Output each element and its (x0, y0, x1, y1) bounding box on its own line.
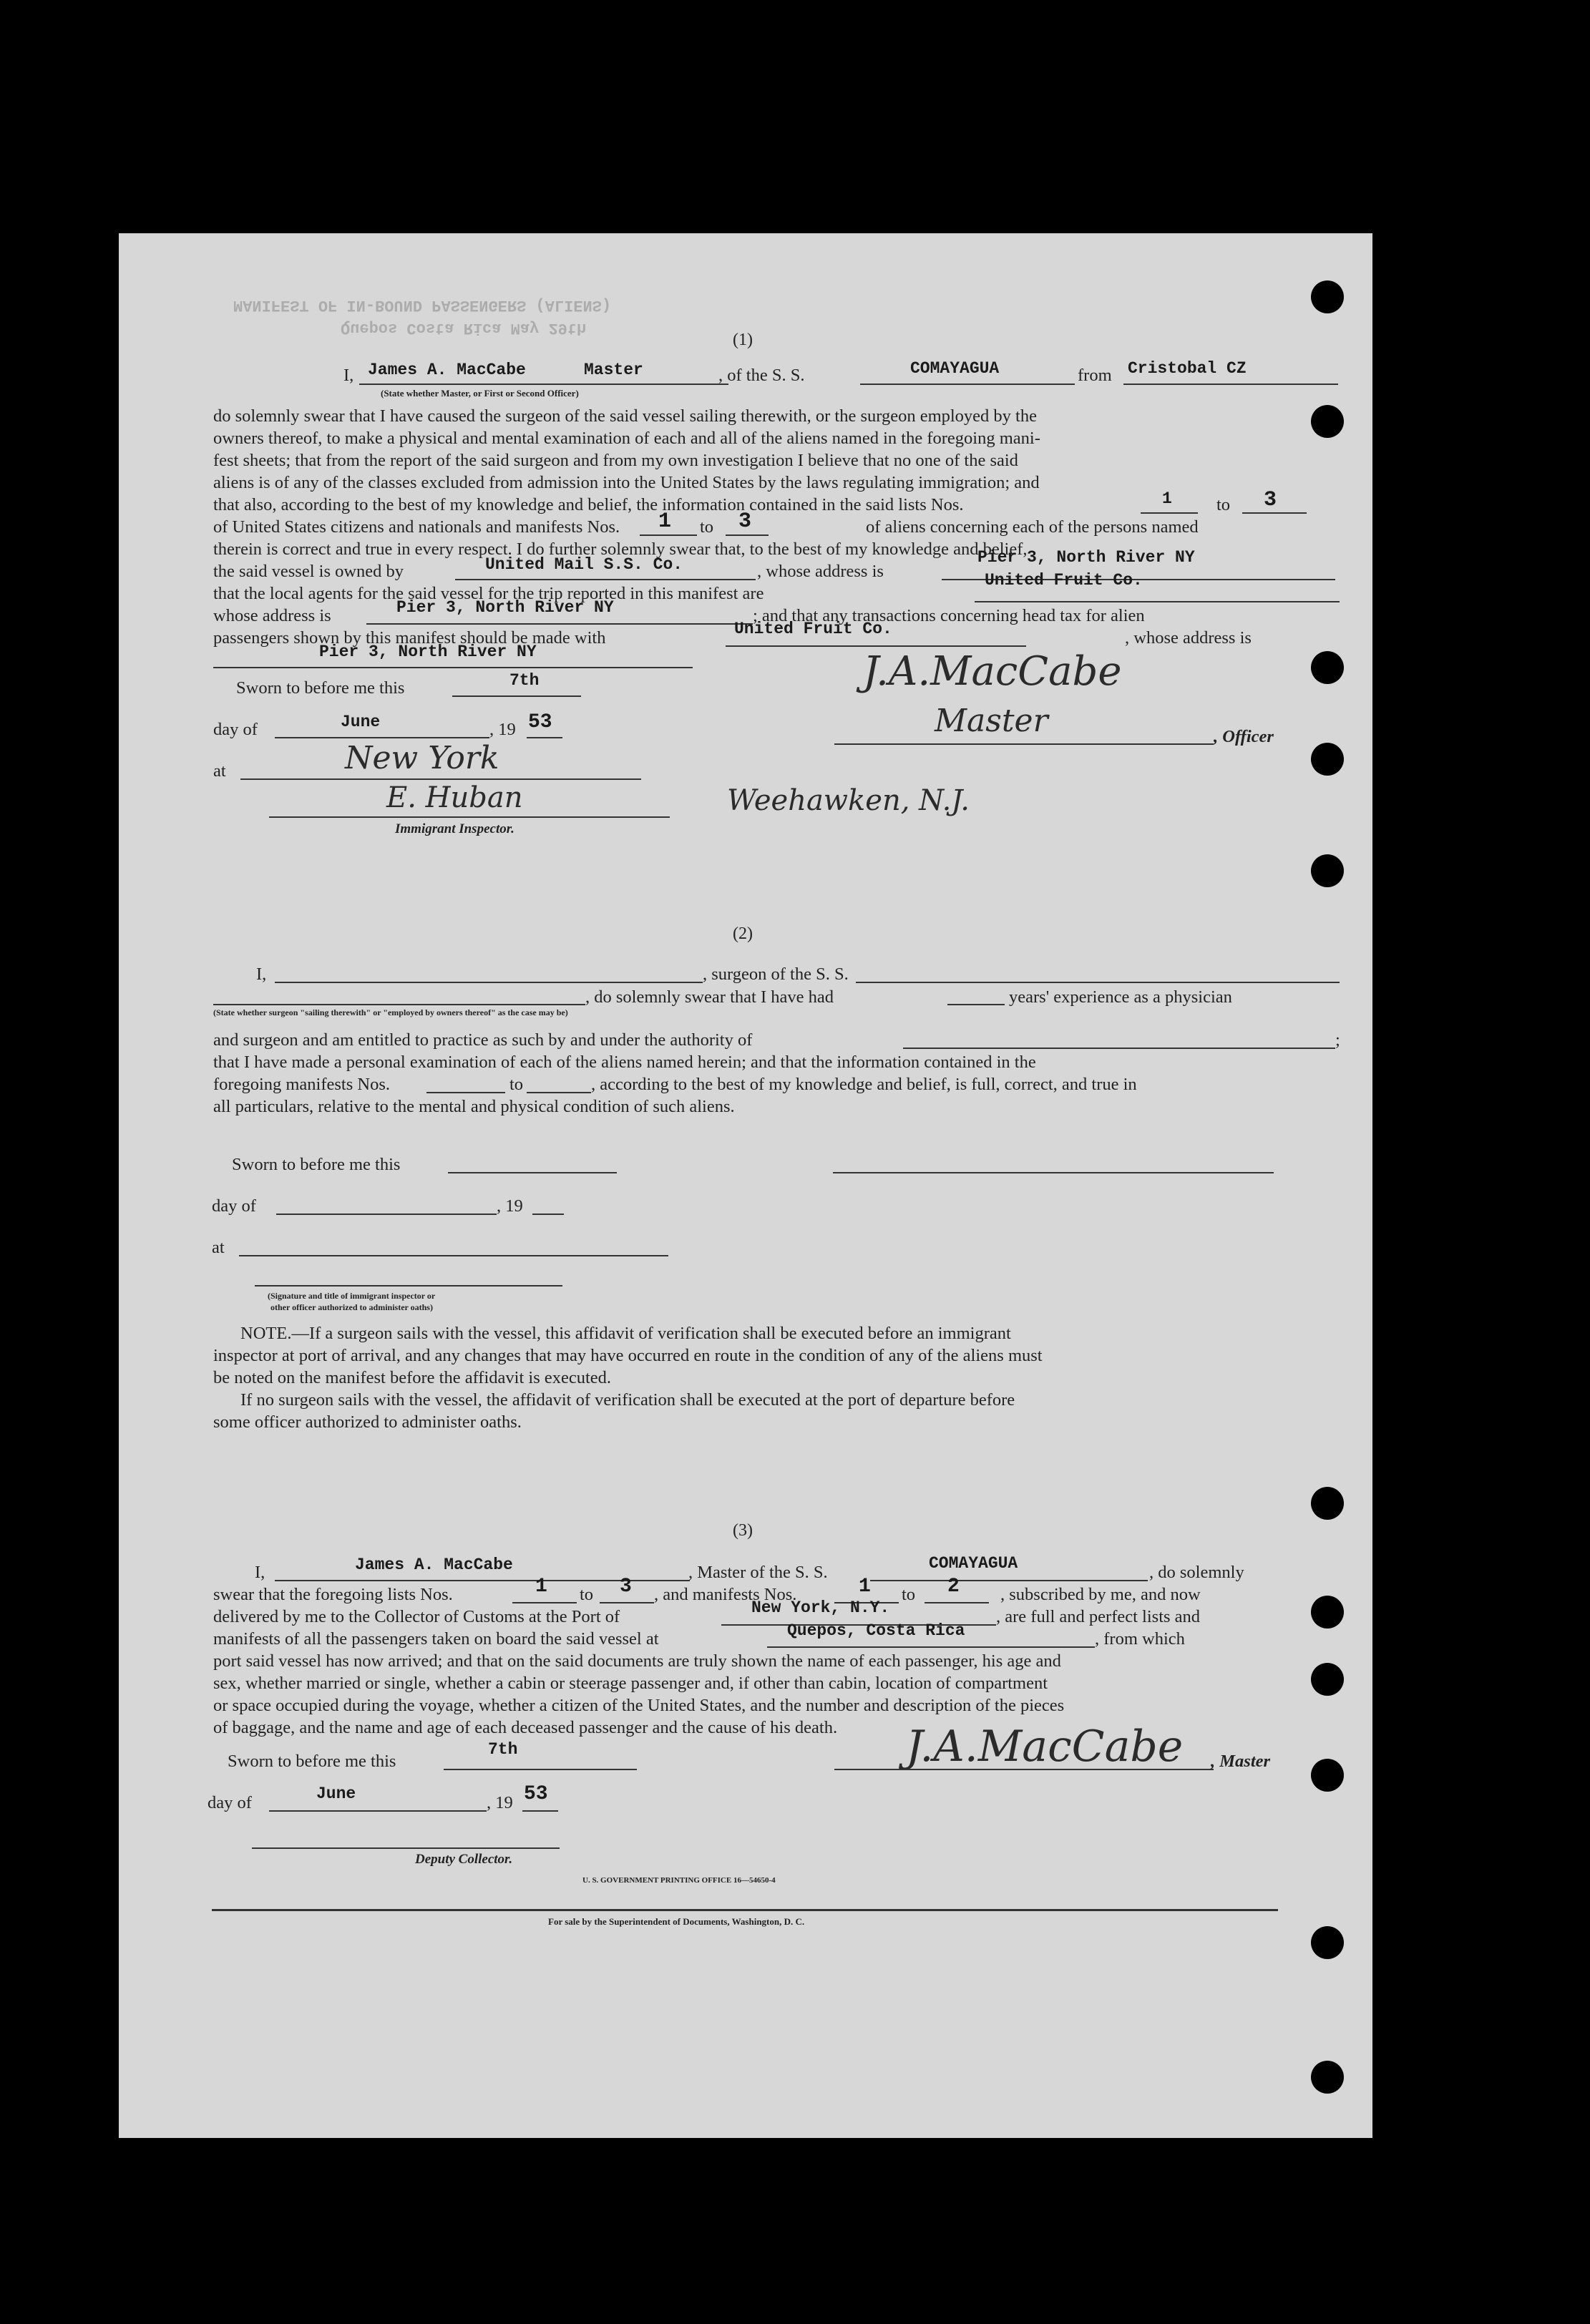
year-line (527, 737, 562, 738)
master-signature: J.A.MacCabe (906, 1722, 1184, 1772)
swear-text: , do solemnly swear that I have had (585, 987, 834, 1007)
manifest-from-line (426, 1092, 505, 1093)
sworn-label: Sworn to before me this (232, 1155, 401, 1174)
intro-i: I, (343, 366, 354, 385)
agents-line (975, 601, 1340, 602)
years-line (947, 1004, 1005, 1005)
surgeon-caption: (State whether surgeon "sailing therewith" or "employed by owners thereof" as the case may be) (213, 1007, 568, 1017)
lists-line: that also, according to the best of my knowledge and belief, the information contained in the said lists Nos. (213, 495, 964, 514)
body-line: or space occupied during the voyage, whether a citizen of the United States, and the number and description of the pieces (213, 1696, 1065, 1715)
sworn-day-line (448, 1172, 617, 1173)
year-line (522, 1810, 558, 1812)
lists-to-label: to (1216, 495, 1231, 514)
officer-title-handwritten: Master (935, 703, 1048, 739)
agents-address-label: whose address is (213, 606, 331, 625)
printing-office: U. S. GOVERNMENT PRINTING OFFICE 16—54650-4 (582, 1876, 776, 1885)
lists-from: 1 (1162, 489, 1172, 508)
master-label: , Master of the S. S. (688, 1563, 828, 1582)
at-line (239, 1255, 668, 1256)
section-2-body (213, 1051, 1342, 1073)
origin-line (767, 1646, 1095, 1648)
body-line: port said vessel has now arrived; and that on the said documents are truly shown the name of each passenger, his age and (213, 1651, 1061, 1671)
officer-signature-line (833, 1172, 1274, 1173)
manifest-affidavit-page (119, 233, 1372, 2138)
manifests-line: of United States citizens and nationals and manifests Nos. (213, 517, 620, 537)
foregoing-label: foregoing manifests Nos. (213, 1075, 390, 1094)
master-name: James A. MacCabe (368, 361, 526, 379)
officer-label: , Officer (1214, 727, 1274, 746)
sworn-label: Sworn to before me this (236, 678, 405, 698)
owned-by-label: the said vessel is owned by (213, 562, 404, 581)
tax-agent-address-line (213, 667, 693, 668)
signature-caption: other officer authorized to administer oaths) (270, 1302, 433, 1312)
surgeon-vessel-line (856, 982, 1340, 983)
section-1-body (213, 405, 1342, 494)
surgeon-type-line (213, 1004, 585, 1005)
head-tax-clause: ; and that any transactions concerning head tax for alien (753, 606, 1145, 625)
owner-address: Pier 3, North River NY (977, 548, 1195, 567)
agents-address: Pier 3, North River NY (396, 598, 614, 617)
year: 53 (524, 1783, 548, 1805)
manifest-to-line (527, 1092, 591, 1093)
body-line: of baggage, and the name and age of each deceased passenger and the cause of his death. (213, 1718, 838, 1737)
from-line (1123, 384, 1338, 385)
lists-to: 3 (1264, 488, 1277, 512)
year-line (532, 1214, 564, 1215)
punch-hole (1311, 743, 1344, 776)
note-line: NOTE.—If a surgeon sails with the vessel, this affidavit of verification shall be executed before an immigrant (240, 1324, 1011, 1343)
bleed-through-header: MANIFEST OF IN-BOUND PASSENGERS (ALIENS) (233, 296, 612, 314)
intro-i: I, (256, 965, 267, 984)
at-label: at (213, 761, 226, 781)
lists-to: 3 (620, 1576, 632, 1598)
day-of-label: day of (208, 1793, 252, 1812)
master-name: James A. MacCabe (355, 1556, 513, 1574)
master-line (359, 384, 728, 385)
at-place: New York (345, 740, 499, 776)
to-label: to (580, 1585, 594, 1604)
for-sale-note: For sale by the Superintendent of Documents, Washington, D. C. (548, 1916, 805, 1927)
aliens-clause: of aliens concerning each of the persons named (866, 517, 1199, 537)
punch-hole (1311, 1596, 1344, 1629)
role-caption: (State whether Master, or First or Second Officer) (381, 388, 579, 399)
agents: United Fruit Co. (985, 571, 1143, 590)
at-label: at (212, 1238, 225, 1257)
tax-agent: United Fruit Co. (734, 620, 892, 638)
agents-address-line (366, 623, 753, 625)
signature-line (255, 1285, 562, 1286)
manifests-to-line (925, 1602, 989, 1603)
sworn-day-line (452, 695, 581, 697)
inspector-line (269, 816, 670, 818)
years-text: years' experience as a physician (1009, 987, 1232, 1007)
note-line: If no surgeon sails with the vessel, the affidavit of verification shall be executed at the port of departure before (240, 1390, 1015, 1410)
manifests-from-line (640, 534, 697, 536)
authority-line: and surgeon and am entitled to practice as such by and under the authority of (213, 1030, 753, 1050)
punch-hole (1311, 854, 1344, 887)
surgeon-label: , surgeon of the S. S. (703, 965, 849, 984)
day-of-label: day of (213, 720, 258, 739)
punch-hole (1311, 2061, 1344, 2094)
master-suffix: , Master (1211, 1752, 1271, 1771)
master-title: Master (584, 361, 643, 379)
vessel-line (860, 384, 1075, 385)
manifests-to: 2 (947, 1576, 960, 1598)
full-perfect-label: , are full and perfect lists and (996, 1607, 1201, 1626)
punch-hole (1311, 1759, 1344, 1792)
whose-address-is: , whose address is (1125, 628, 1252, 648)
tax-agent-address: Pier 3, North River NY (319, 643, 537, 661)
note-line: be noted on the manifest before the affidavit is executed. (213, 1368, 612, 1387)
vessel-name: COMAYAGUA (929, 1554, 1018, 1573)
section-2-number: (2) (733, 924, 753, 943)
port: New York, N.Y. (751, 1598, 890, 1617)
punch-hole (1311, 1487, 1344, 1520)
year-prefix: , 19 (487, 1793, 513, 1812)
officer-signature: J.A.MacCabe (863, 648, 1122, 695)
month-line (276, 1214, 497, 1215)
whose-address-label: , whose address is (757, 562, 884, 581)
master-signature-line (834, 1769, 1214, 1770)
owner-line (455, 579, 756, 580)
body-line: do solemnly swear that I have caused the surgeon of the said vessel sailing therewith, or the surgeon employed by the (213, 406, 1037, 426)
manifests-from: 1 (658, 509, 672, 534)
according-text: , according to the best of my knowledge and belief, is full, correct, and true in (591, 1075, 1137, 1094)
bleed-through-header: Quepos Costa Rica May 29th (341, 319, 587, 337)
authority-semicolon: ; (1335, 1030, 1340, 1050)
owner: United Mail S.S. Co. (485, 555, 683, 574)
vessel-line (870, 1580, 1148, 1581)
at-line (240, 778, 641, 780)
punch-hole (1311, 280, 1344, 313)
body-line: aliens is of any of the classes excluded from admission into the United States by the laws regulating immigration; and (213, 473, 1040, 492)
and-manifests-label: , and manifests Nos. (654, 1585, 797, 1604)
manifests-from: 1 (859, 1576, 871, 1598)
lists-from: 1 (535, 1576, 547, 1598)
section-3-number: (3) (733, 1521, 753, 1540)
manifests-all-label: manifests of all the passengers taken on board the said vessel at (213, 1629, 659, 1649)
body-line: therein is correct and true in every respect. I do further solemnly swear that, to the best of my knowledge and belief, (213, 540, 1028, 559)
solemnly-label: , do solemnly (1149, 1563, 1244, 1582)
collector-line (252, 1847, 560, 1849)
inspector-label: Immigrant Inspector. (395, 821, 514, 836)
from-port: Cristobal CZ (1128, 359, 1247, 378)
to-label: to (902, 1585, 916, 1604)
subscribed-label: , subscribed by me, and now (1000, 1585, 1201, 1604)
sworn-day: 7th (488, 1740, 518, 1759)
intro-i: I, (255, 1563, 265, 1582)
inspector-signature: E. Huban (386, 781, 523, 814)
manifest-to-label: to (509, 1075, 524, 1094)
month: June (341, 713, 381, 731)
sworn-day: 7th (509, 671, 540, 690)
note-line: some officer authorized to administer oaths. (213, 1412, 522, 1432)
sworn-label: Sworn to before me this (228, 1752, 396, 1771)
lists-from-line (512, 1602, 577, 1603)
note-line: inspector at port of arrival, and any changes that may have occurred en route in the condition of any of the aliens must (213, 1346, 1043, 1365)
body-line: fest sheets; that from the report of the said surgeon and from my own investigation I believe that no one of the said (213, 451, 1018, 470)
lists-to-line (600, 1602, 654, 1603)
from-which-label: , from which (1095, 1629, 1185, 1649)
manifests-to-label: to (700, 517, 714, 537)
swear-lists-label: swear that the foregoing lists Nos. (213, 1585, 453, 1604)
punch-hole (1311, 1926, 1344, 1959)
month-line (275, 737, 489, 738)
year-prefix: , 19 (497, 1196, 523, 1216)
note-block (213, 1322, 1342, 1433)
punch-hole (1311, 651, 1344, 684)
body-line: sex, whether married or single, whether a cabin or steerage passenger and, if other than cabin, location of compartment (213, 1674, 1048, 1693)
body-line: that I have made a personal examination of each of the aliens named herein; and that the information contained in the (213, 1053, 1036, 1072)
passengers-label: passengers shown by this manifest should be made with (213, 628, 606, 648)
vessel-name: COMAYAGUA (910, 359, 1000, 378)
day-of-label: day of (212, 1196, 256, 1216)
from-label: from (1078, 366, 1112, 385)
particulars-text: all particulars, relative to the mental and physical condition of such aliens. (213, 1097, 735, 1116)
month-line (269, 1810, 487, 1812)
of-ss-label: , of the S. S. (718, 366, 805, 385)
collector-label: Deputy Collector. (415, 1852, 513, 1867)
lists-to-line (1242, 512, 1307, 514)
section-1-number: (1) (733, 331, 753, 349)
delivered-label: delivered by me to the Collector of Customs at the Port of (213, 1607, 620, 1626)
tax-agent-line (726, 645, 1026, 647)
month: June (316, 1784, 356, 1803)
signature-caption: (Signature and title of immigrant inspector or (268, 1291, 436, 1301)
authority-blank (903, 1048, 1335, 1049)
manifests-to: 3 (738, 509, 752, 534)
footer-rule (212, 1909, 1278, 1911)
officer-line (834, 743, 1214, 745)
year-prefix: , 19 (489, 720, 516, 739)
agents-label: that the local agents for the said vessel for the trip reported in this manifest are (213, 584, 764, 603)
year: 53 (528, 711, 552, 733)
sworn-day-line (444, 1769, 637, 1770)
body-line: owners thereof, to make a physical and mental examination of each and all of the aliens named in the foregoing mani- (213, 429, 1040, 448)
manifests-to-line (726, 534, 769, 536)
origin: Quepos, Costa Rica (787, 1621, 965, 1640)
lists-from-line (1141, 512, 1198, 514)
surgeon-name-line (275, 982, 703, 983)
inspector-location: Weehawken, N.J. (727, 784, 970, 817)
